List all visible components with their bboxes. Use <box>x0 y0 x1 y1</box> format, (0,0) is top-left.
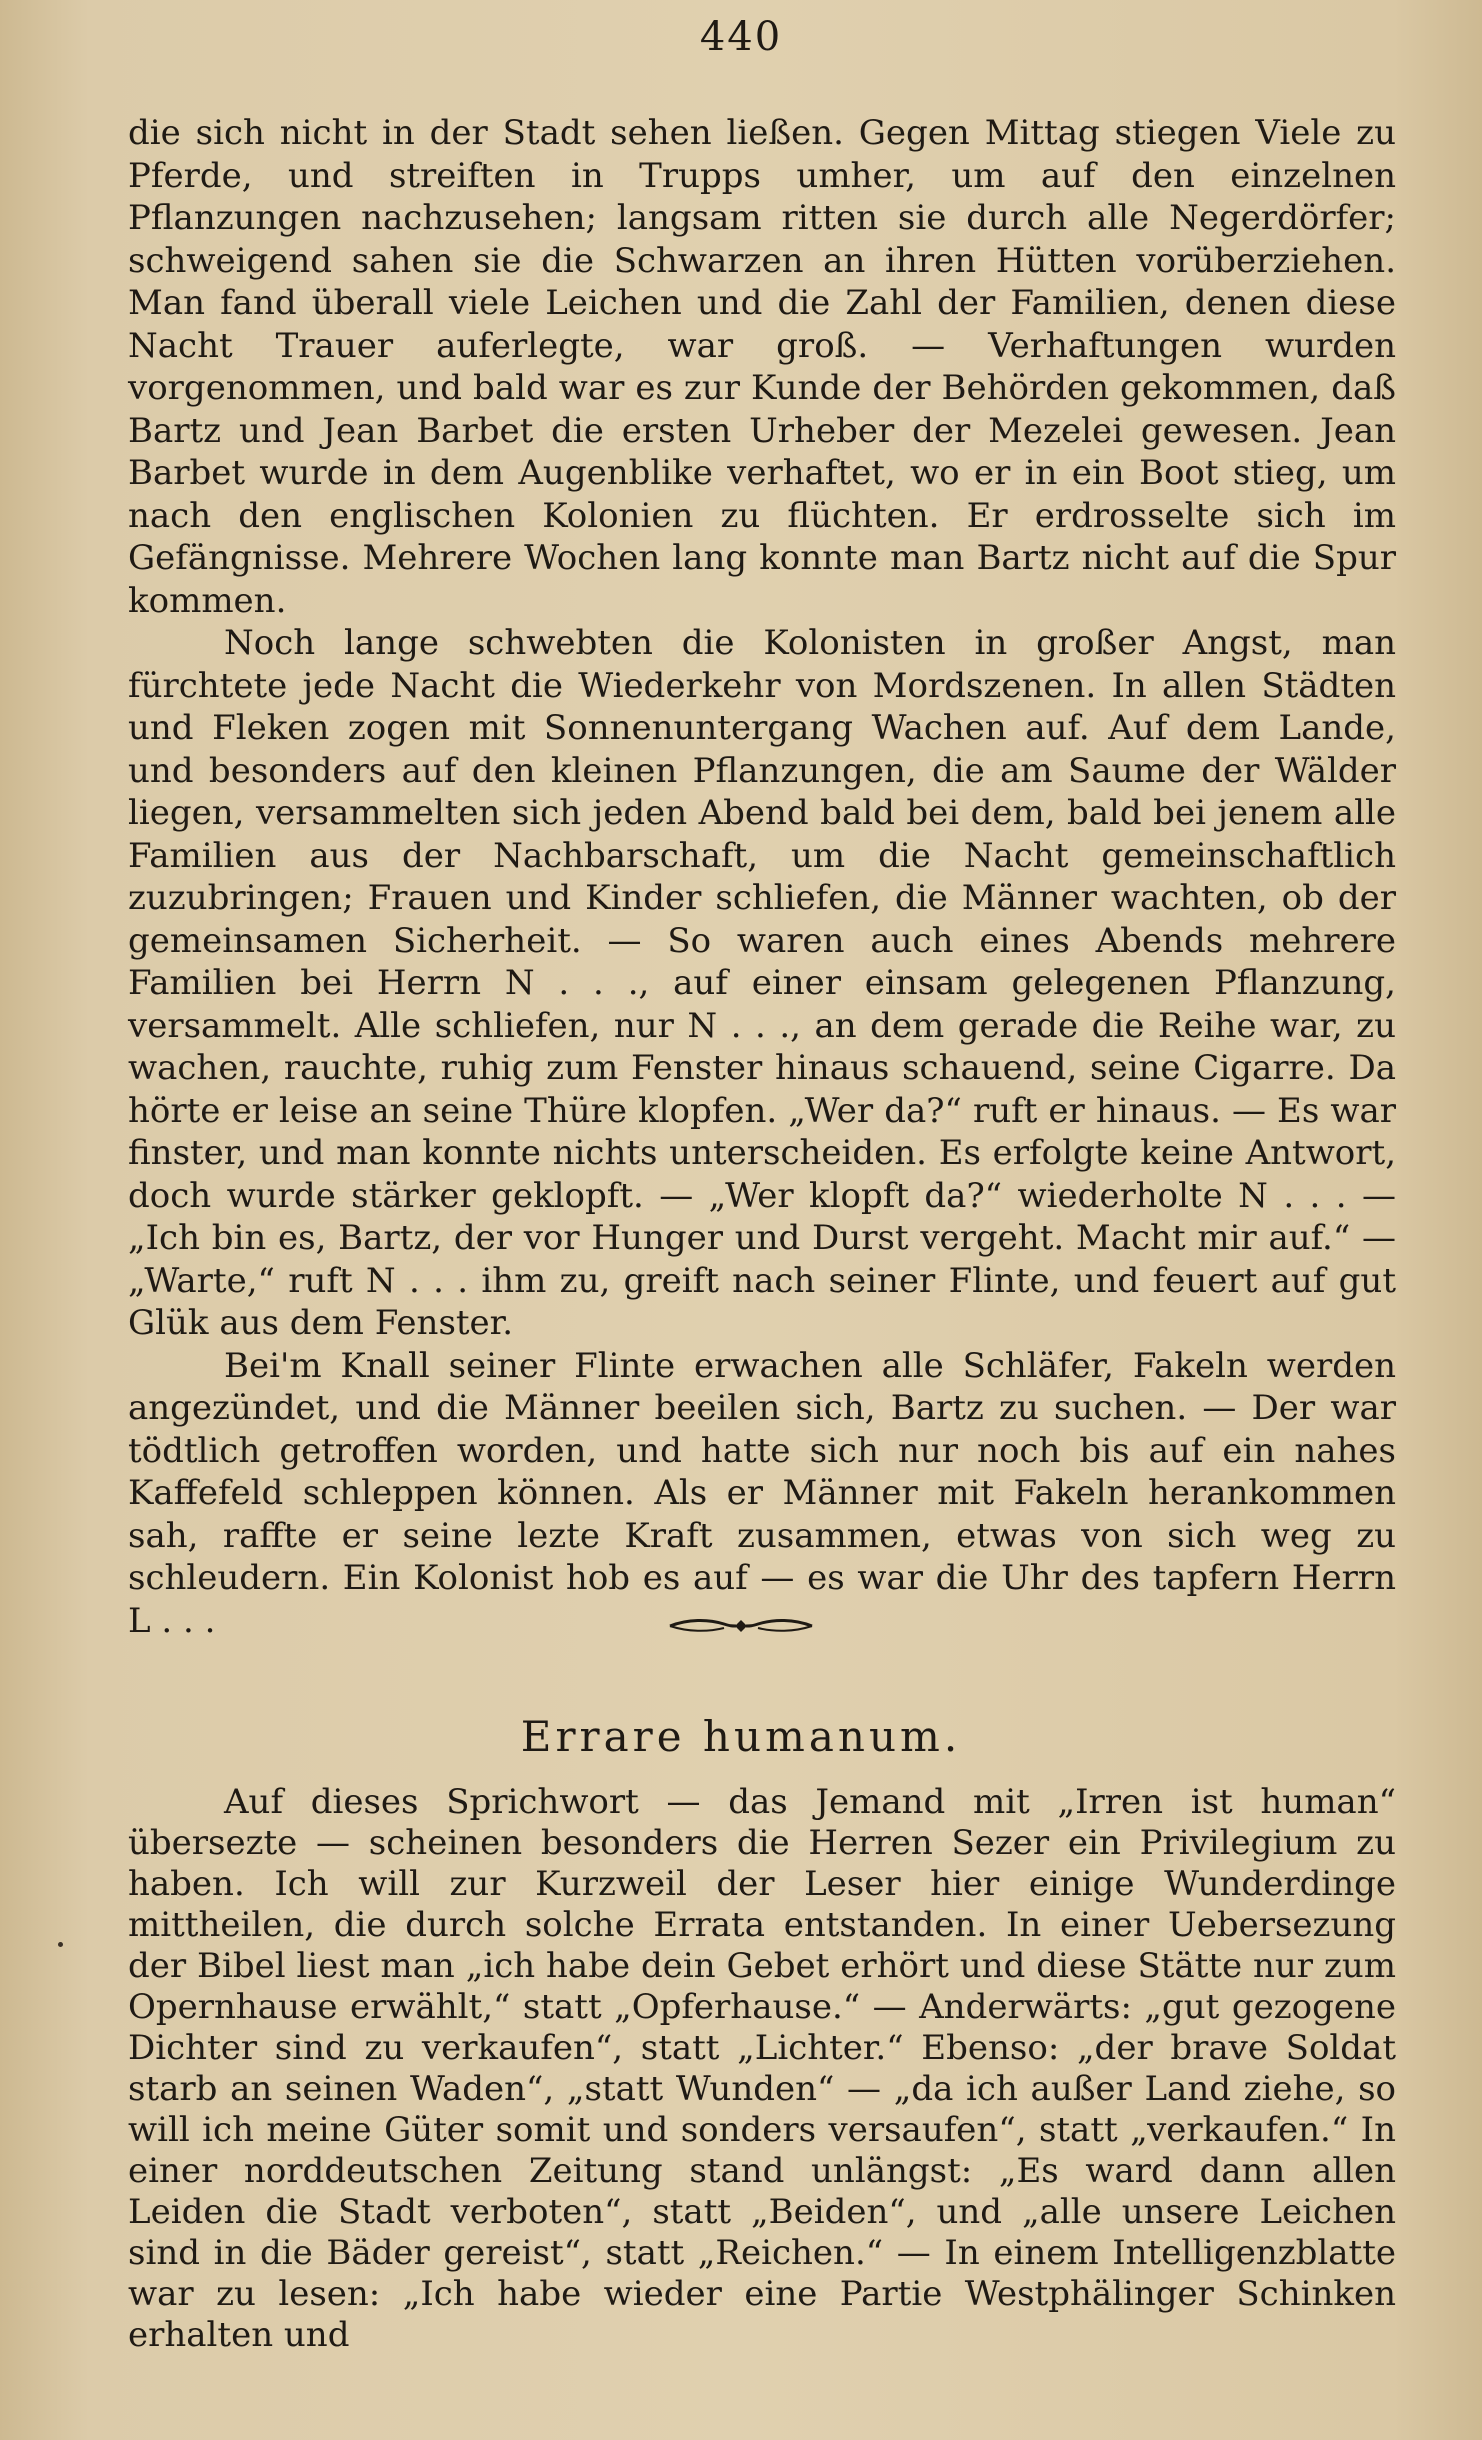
story-paragraph-1: die sich nicht in der Stadt sehen ließen. Gegen Mittag stiegen Viele zu Pferde, und streiften in Trupps umher, um auf den einzelnen Pflanzungen nachzusehen; langsam ritten sie durch alle Negerdörfer; schweigend sahen sie die Schwarzen an ihren Hütten vorüberziehen. Man fand überall viele Leichen und die Zahl der Familien, denen diese Nacht Trauer auferlegte, war groß. — Verhaftungen wurden vorgenommen, und bald war es zur Kunde der Behörden gekommen, daß Bartz und Jean Barbet die ersten Urheber der Mezelei gewesen. Jean Barbet wurde in dem Augenblike verhaftet, wo er in ein Boot stieg, um nach den englischen Kolonien zu flüchten. Er erdrosselte sich im Gefängnisse. Mehrere Wochen lang konnte man Bartz nicht auf die Spur kommen. <box>128 113 1396 621</box>
story-paragraph-2: Noch lange schwebten die Kolonisten in großer Angst, man fürchtete jede Nacht die Wiederkehr von Mordszenen. In allen Städten und Fleken zogen mit Sonnenuntergang Wachen auf. Auf dem Lande, und besonders auf den kleinen Pflanzungen, die am Saume der Wälder liegen, versammelten sich jeden Abend bald bei dem, bald bei jenem alle Familien aus der Nachbarschaft, um die Nacht gemeinschaftlich zuzubringen; Frauen und Kinder schliefen, die Männer wachten, ob der gemeinsamen Sicherheit. — So waren auch eines Abends mehrere Familien bei Herrn N . . ., auf einer einsam gelegenen Pflanzung, versammelt. Alle schliefen, nur N . . ., an dem gerade die Reihe war, zu wachen, rauchte, ruhig zum Fenster hinaus schauend, seine Cigarre. Da hörte er leise an seine Thüre klopfen. „Wer da?“ ruft er hinaus. — Es war finster, und man konnte nichts unterscheiden. Es erfolgte keine Antwort, doch wurde stärker geklopft. — „Wer klopft da?“ wiederholte N . . . — „Ich bin es, Bartz, der vor Hunger und Durst vergeht. Macht mir auf.“ — „Warte,“ ruft N . . . ihm zu, greift nach seiner Flinte, und feuert auf gut Glük aus dem Fenster. <box>128 623 1396 1343</box>
story-text <box>128 112 1396 1642</box>
page-number: 440 <box>699 14 783 60</box>
divider-ornament <box>0 1616 1482 1640</box>
ornament-flourish-icon <box>666 1616 816 1636</box>
section-text <box>128 1782 1396 2356</box>
section-heading: Errare humanum. <box>520 1712 962 1761</box>
section-paragraph: Auf dieses Sprichwort — das Jemand mit „Irren ist human“ übersezte — scheinen besonders die Herren Sezer ein Privilegium zu haben. Ich will zur Kurzweil der Leser hier einige Wunderdinge mittheilen, die durch solche Errata entstanden. In einer Uebersezung der Bibel liest man „ich habe dein Gebet erhört und diese Stätte nur zum Opernhause erwählt,“ statt „Opferhause.“ — Anderwärts: „gut gezogene Dichter sind zu verkaufen“, statt „Lichter.“ Ebenso: „der brave Soldat starb an seinen Waden“, „statt Wunden“ — „da ich außer Land ziehe, so will ich meine Güter somit und sonders versaufen“, statt „verkaufen.“ In einer norddeutschen Zeitung stand unlängst: „Es ward dann allen Leiden die Stadt verboten“, statt „Beiden“, und „alle unsere Leichen sind in die Bäder gereist“, statt „Reichen.“ — In einem Intelligenzblatte war zu lesen: „Ich habe wieder eine Partie Westphälinger Schinken erhalten und <box>128 1782 1396 2355</box>
margin-mark <box>58 1942 63 1947</box>
story-paragraph-3: Bei'm Knall seiner Flinte erwachen alle Schläfer, Fakeln werden angezündet, und die Männer beeilen sich, Bartz zu suchen. — Der war tödtlich getroffen worden, und hatte sich nur noch bis auf ein nahes Kaffefeld schleppen können. Als er Männer mit Fakeln herankommen sah, raffte er seine lezte Kraft zusammen, etwas von sich weg zu schleudern. Ein Kolonist hob es auf — es war die Uhr des tapfern Herrn L . . . <box>128 1345 1396 1641</box>
